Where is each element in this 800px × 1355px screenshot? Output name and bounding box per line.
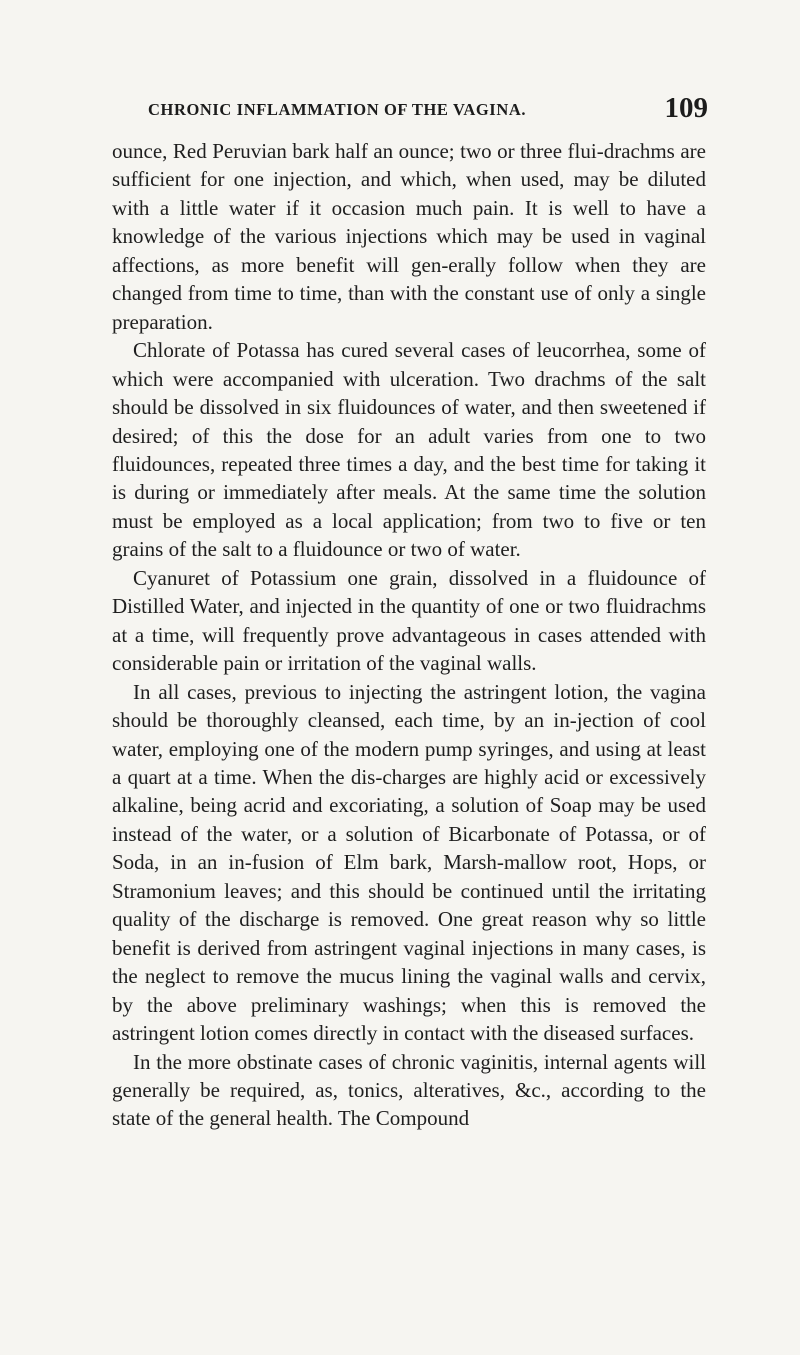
running-title: CHRONIC INFLAMMATION OF THE VAGINA. — [148, 100, 527, 119]
paragraph-internal-agents: In the more obstinate cases of chronic vaginitis, internal agents will generally be required, as, tonics, alteratives, &c., according to the state of the general health. The Compound — [112, 1049, 706, 1131]
page-number: 109 — [664, 92, 708, 124]
paragraph-continuation: ounce, Red Peruvian bark half an ounce; two or three flui-drachms are sufficient for one injection, and which, when used, may be diluted with a little water if it occasion much pain. It is well to have a knowledge of the various injections which may be used in vaginal affections, as more benefit will gen-erally follow when they are changed from time to time, than with the constant use of only a single preparation. — [112, 139, 706, 334]
paragraph-chlorate-of-potassa: Chlorate of Potassa has cured several cases of leucorrhea, some of which were accompanied with ulceration. Two drachms of the salt should be dissolved in six fluidounces of water, and then sweetened if desired; of this the dose for an adult varies from one to two fluidounces, repeated three times a day, and the best time for taking it is during or immediately after meals. At the same time the solution must be employed as a local application; from two to five or ten grains of the salt to a fluidounce or two of water. — [112, 338, 706, 562]
body-text — [112, 137, 706, 1133]
paragraph-cleansing: In all cases, previous to injecting the astringent lotion, the vagina should be thoroughly cleansed, each time, by an in-jection of cool water, employing one of the modern pump syringes, and using at least a quart at a time. When the dis-charges are highly acid or excessively alkaline, being acrid and excoriating, a solution of Soap may be used instead of the water, or a solution of Bicarbonate of Potassa, or of Soda, in an in-fusion of Elm bark, Marsh-mallow root, Hops, or Stramonium leaves; and this should be continued until the irritating quality of the discharge is removed. One great reason why so little benefit is derived from astringent vaginal injections in many cases, is the neglect to remove the mucus lining the vaginal walls and cervix, by the above preliminary washings; when this is removed the astringent lotion comes directly in contact with the diseased surfaces. — [112, 679, 706, 1046]
paragraph-cyanuret-of-potassium: Cyanuret of Potassium one grain, dissolved in a fluidounce of Distilled Water, and injected in the quantity of one or two fluidrachms at a time, will frequently prove advantageous in cases attended with considerable pain or irritation of the vaginal walls. — [112, 565, 706, 676]
running-head — [148, 92, 708, 132]
